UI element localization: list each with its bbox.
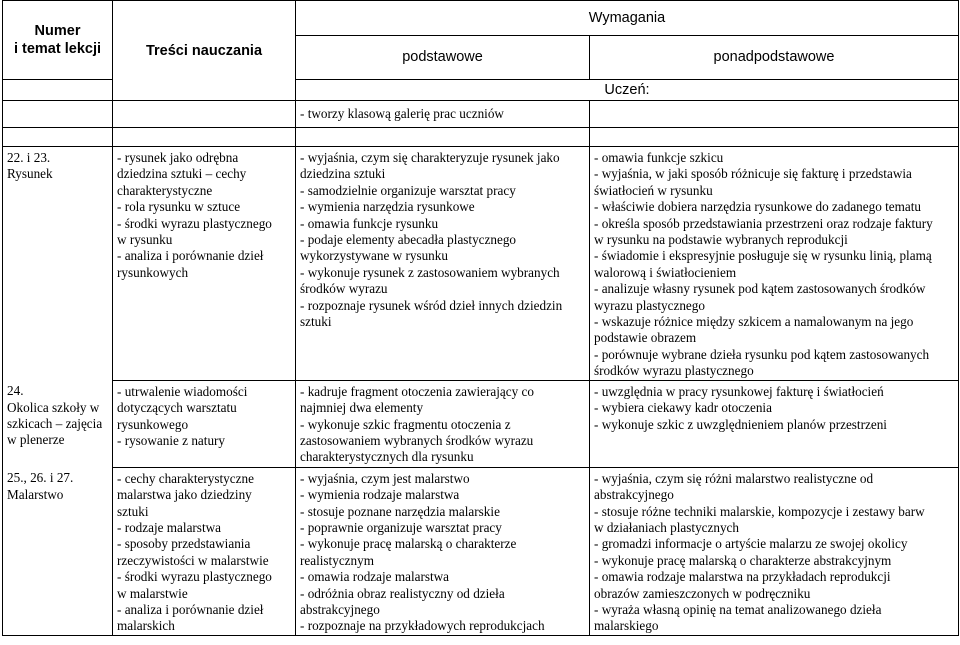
content-line: - rysowanie z natury	[117, 432, 226, 448]
spacer-row	[3, 128, 959, 147]
content-line: charakterystyczne	[117, 182, 213, 198]
basic-line: zastosowaniem wybranych środków wyrazu	[300, 432, 534, 448]
basic-line: - omawia rodzaje malarstwa	[300, 569, 450, 585]
header-row-1	[3, 1, 959, 36]
advanced-line: - świadomie i ekspresyjnie posługuje się w rysunku linią, plamą	[594, 248, 932, 264]
advanced-line: walorową i światłocieniem	[594, 264, 737, 280]
content-line: - utrwalenie wiadomości	[117, 383, 248, 399]
advanced-line: abstrakcyjnego	[594, 487, 674, 503]
lesson-number: 24.	[7, 383, 24, 399]
header-requirements: Wymagania	[296, 1, 959, 36]
content-line: - rodzaje malarstwa	[117, 519, 221, 535]
header-advanced: ponadpodstawowe	[590, 36, 959, 80]
basic-line: charakterystycznych dla rysunku	[300, 449, 474, 465]
basic-line: - podaje elementy abecadła plastycznego	[300, 232, 517, 248]
content-line: w malarstwie	[117, 585, 188, 601]
basic-line: - wyjaśnia, czym jest malarstwo	[300, 470, 470, 486]
basic-line: środków wyrazu	[300, 281, 388, 297]
content-line: sztuki	[117, 503, 149, 519]
advanced-line: - wykonuje szkic z uwzględnieniem planów przestrzeni	[594, 416, 887, 432]
lesson-content-cell	[113, 467, 296, 635]
content-line: malarskich	[117, 618, 175, 634]
advanced-line: - wyjaśnia, w jaki sposób różnicuje się fakturę i przedstawia	[594, 166, 912, 182]
basic-line: realistycznym	[300, 552, 374, 568]
content-line: w rysunku	[117, 232, 173, 248]
lesson-content-cell	[113, 147, 296, 381]
header-topic-label: i temat lekcji	[13, 41, 102, 57]
basic-line: - poprawnie organizuje warsztat pracy	[300, 519, 502, 535]
basic-line: - omawia funkcje rysunku	[300, 215, 439, 231]
content-line: - środki wyrazu plastycznego	[117, 569, 272, 585]
lesson-number-cell	[3, 380, 113, 467]
advanced-line: - określa sposób przedstawiania przestrzeni oraz rodzaje faktury	[594, 215, 933, 231]
prev-row	[3, 101, 959, 128]
advanced-line: - wybiera ciekawy kadr otoczenia	[594, 400, 772, 416]
content-line: - środki wyrazu plastycznego	[117, 215, 272, 231]
advanced-line: - wyjaśnia, czym się różni malarstwo realistyczne od	[594, 470, 874, 486]
advanced-line: wyrazu plastycznego	[594, 297, 705, 313]
header-basic: podstawowe	[296, 36, 590, 80]
spacer-cell	[113, 128, 296, 147]
spacer-cell	[3, 128, 113, 147]
advanced-line: malarskiego	[594, 618, 659, 634]
content-line: rysunkowych	[117, 264, 189, 280]
prev-row-advanced	[590, 101, 959, 128]
lesson-topic: Okolica szkoły w szkicach – zajęcia w plenerze	[7, 399, 103, 448]
lesson-basic-cell	[296, 147, 590, 381]
basic-line: - rozpoznaje rysunek wśród dzieł innych dziedzin	[300, 297, 563, 313]
advanced-line: w rysunku na podstawie wybranych reprodukcji	[594, 232, 848, 248]
basic-line: - wymienia narzędzia rysunkowe	[300, 199, 475, 215]
basic-line: - wymienia rodzaje malarstwa	[300, 487, 460, 503]
advanced-line: środków wyrazu plastycznego	[594, 363, 754, 379]
lesson-advanced-cell	[590, 147, 959, 381]
basic-line: - kadruje fragment otoczenia zawierający co	[300, 383, 534, 399]
content-line: rysunkowego	[117, 416, 189, 432]
advanced-line: - wyraża własną opinię na temat analizowanego dzieła	[594, 601, 882, 617]
advanced-line: - gromadzi informacje o artyście malarzu ze swojej okolicy	[594, 536, 908, 552]
header-number-topic	[3, 1, 113, 80]
lesson-row-rysunek	[3, 147, 959, 381]
header-content: Treści nauczania	[113, 1, 296, 101]
advanced-line: obrazów zamieszczonych w podręczniku	[594, 585, 811, 601]
lesson-number: 25., 26. i 27.	[7, 470, 74, 486]
lesson-number-cell	[3, 147, 113, 381]
lesson-basic-cell	[296, 380, 590, 467]
lesson-basic-cell	[296, 467, 590, 635]
basic-line: wykorzystywane w rysunku	[300, 248, 448, 264]
advanced-line: - stosuje różne techniki malarskie, kompozycje i zestawy barw	[594, 503, 925, 519]
lesson-content-cell	[113, 380, 296, 467]
content-line: malarstwa jako dziedziny	[117, 487, 252, 503]
lesson-row-malarstwo	[3, 467, 959, 635]
basic-line: abstrakcyjnego	[300, 601, 380, 617]
basic-line: - samodzielnie organizuje warsztat pracy	[300, 182, 516, 198]
advanced-line: światłocień w rysunku	[594, 182, 713, 198]
basic-line: - odróżnia obraz realistyczny od dzieła	[300, 585, 505, 601]
advanced-line: - wskazuje różnice między szkicem a namalowanym na jego	[594, 314, 914, 330]
basic-line: sztuki	[300, 314, 332, 330]
content-line: - sposoby przedstawiania	[117, 536, 251, 552]
advanced-line: w działaniach plastycznych	[594, 519, 739, 535]
content-line: - cechy charakterystyczne	[117, 470, 254, 486]
lesson-topic: Malarstwo	[7, 486, 64, 502]
basic-line: - wykonuje szkic fragmentu otoczenia z	[300, 416, 511, 432]
header-number-label: Numer	[34, 23, 81, 39]
spacer-cell	[296, 128, 590, 147]
prev-row-basic	[296, 101, 590, 128]
content-line: dziedzina sztuki – cechy	[117, 166, 247, 182]
content-line: dotyczących warsztatu	[117, 400, 237, 416]
curriculum-table	[2, 0, 959, 636]
basic-line: - wykonuje rysunek z zastosowaniem wybranych	[300, 264, 560, 280]
content-line: - analiza i porównanie dzieł	[117, 601, 264, 617]
header-student: Uczeń:	[296, 80, 959, 101]
prev-row-basic-text: - tworzy klasową galerię prac uczniów	[300, 105, 504, 121]
advanced-line: podstawie obrazem	[594, 330, 697, 346]
advanced-line: - właściwie dobiera narzędzia rysunkowe do zadanego tematu	[594, 199, 921, 215]
lesson-number: 22. i 23.	[7, 150, 51, 165]
content-line: - analiza i porównanie dzieł	[117, 248, 264, 264]
content-line: - rola rysunku w sztuce	[117, 199, 241, 215]
basic-line: - wykonuje pracę malarską o charakterze	[300, 536, 517, 552]
header-empty-cell	[3, 80, 113, 101]
lesson-advanced-cell	[590, 380, 959, 467]
lesson-row-okolica	[3, 380, 959, 467]
lesson-topic: Rysunek	[7, 166, 53, 182]
basic-line: - wyjaśnia, czym się charakteryzuje rysunek jako	[300, 150, 560, 165]
content-line: rzeczywistości w malarstwie	[117, 552, 269, 568]
advanced-line: - porównuje wybrane dzieła rysunku pod kątem zastosowanych	[594, 346, 930, 362]
advanced-line: - analizuje własny rysunek pod kątem zastosowanych środków	[594, 281, 926, 297]
advanced-line: - wykonuje pracę malarską o charakterze abstrakcyjnym	[594, 552, 892, 568]
content-line: - rysunek jako odrębna	[117, 150, 239, 165]
spacer-cell	[590, 128, 959, 147]
prev-row-number	[3, 101, 113, 128]
prev-row-content	[113, 101, 296, 128]
content-lines	[117, 150, 291, 281]
advanced-line: - omawia funkcje szkicu	[594, 150, 724, 165]
lesson-advanced-cell	[590, 467, 959, 635]
basic-line: dziedzina sztuki	[300, 166, 386, 182]
basic-line: - rozpoznaje na przykładowych reprodukcjach	[300, 618, 545, 634]
advanced-line: - omawia rodzaje malarstwa na przykładach reprodukcji	[594, 569, 891, 585]
advanced-line: - uwzględnia w pracy rysunkowej fakturę i światłocień	[594, 383, 884, 399]
lesson-number-cell	[3, 467, 113, 635]
basic-line: - stosuje poznane narzędzia malarskie	[300, 503, 500, 519]
basic-line: najmniej dwa elementy	[300, 400, 424, 416]
